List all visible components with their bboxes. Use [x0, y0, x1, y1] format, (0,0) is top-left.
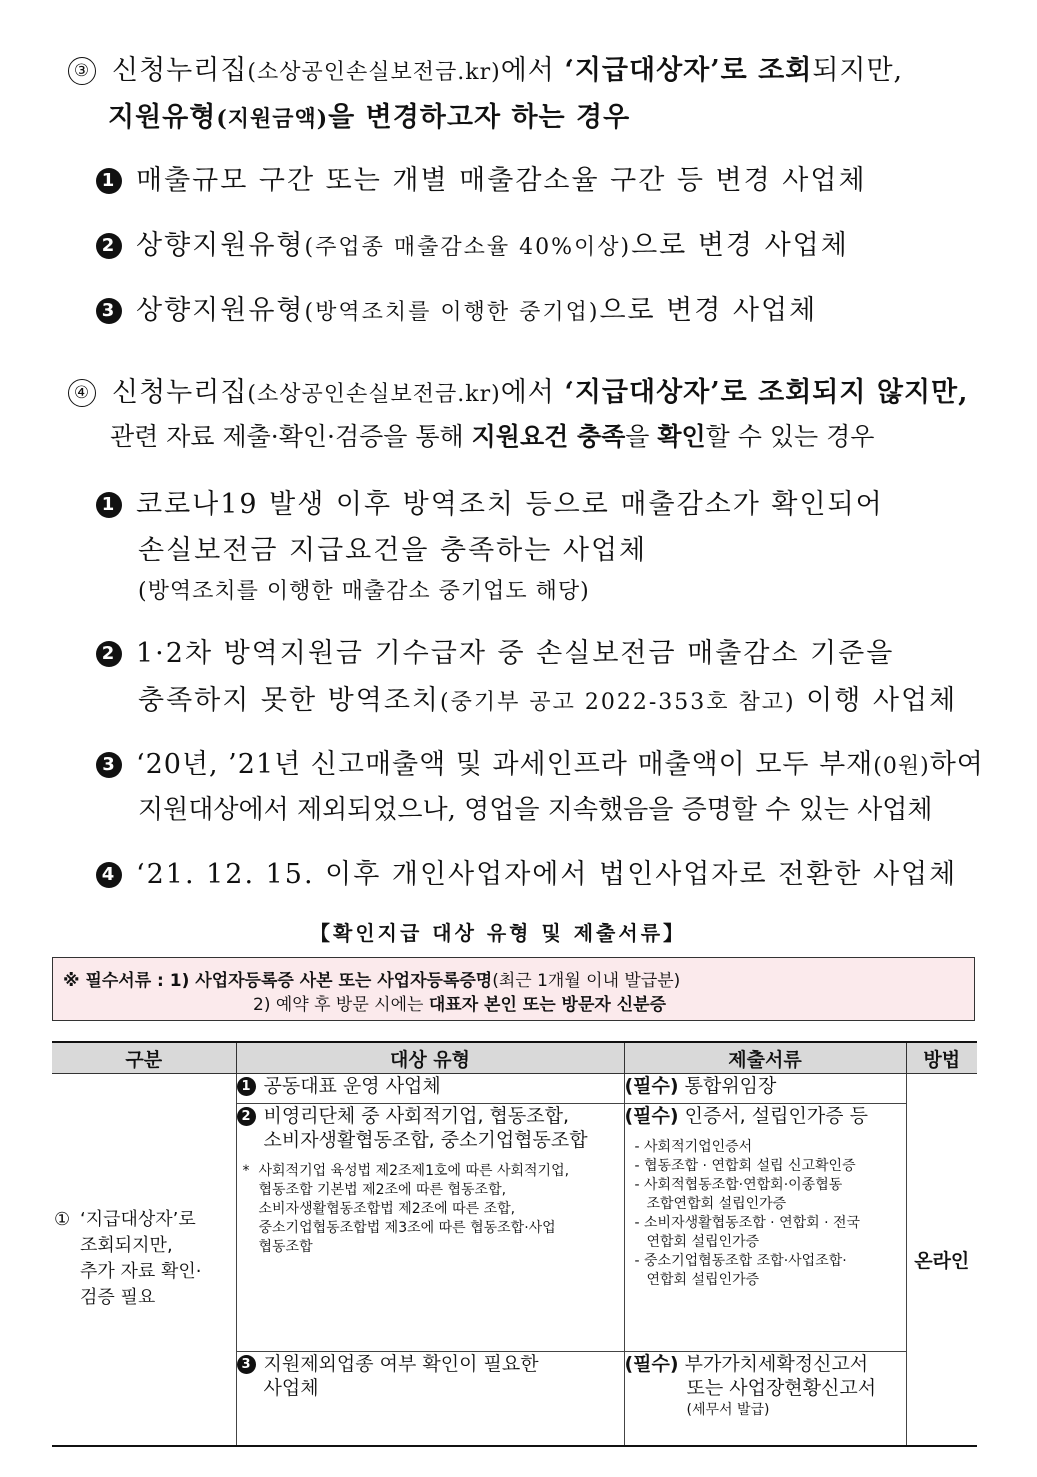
type-cell-2: 2 비영리단체 중 사회적기업, 협동조합, 소비자생활협동조합, 중소기업협동조합 * 사회적기업 육성법 제2조제1호에 따른 사회적기업, 협동조합 기본법 제2조에 따른 협동조합, 소비자생활협동조합법 제2조에 따른 조합, 중소기업협동조합법 제3조에 따른 협동조합·사업 협동조합	[236, 1104, 624, 1352]
section3-item-1: 1 매출규모 구간 또는 개별 매출감소율 구간 등 변경 사업체	[96, 158, 867, 197]
eligibility-table	[52, 1041, 977, 1447]
section4-item-2-line2: 충족하지 못한 방역조치(중기부 공고 2022-353호 참고) 이행 사업체	[138, 685, 958, 716]
section4-item-2: 2 1·2차 방역지원금 기수급자 중 손실보전금 매출감소 기준을	[96, 631, 894, 670]
list-item: - 협동조합 · 연합회 설립 신고확인증	[634, 1158, 856, 1174]
doc-cell-1: (필수) 통합위임장	[624, 1074, 906, 1104]
required-documents-notice	[52, 957, 975, 1021]
header-type: 대상 유형	[236, 1042, 624, 1074]
bullet-2-icon: 2	[96, 233, 122, 259]
bullet-3-icon: 3	[237, 1355, 256, 1374]
type-cell-1: 1 공동대표 운영 사업체	[236, 1074, 624, 1104]
header-documents: 제출서류	[624, 1042, 906, 1074]
doc-list: - 사회적기업인증서 - 협동조합 · 연합회 설립 신고확인증 - 사회적협동조합·연합회·이종협동 조합연합회 설립인가증 - 소비자생활협동조합 · 연합회 · 전국 연합회 설립인가증 - 중소기업협동조합 조합·사업조합· 연합회 설립인가증	[625, 1138, 906, 1290]
section4-item-1: 1 코로나19 발생 이후 방역조치 등으로 매출감소가 확인되어	[96, 482, 884, 521]
header-method: 방법	[906, 1042, 977, 1074]
section3-item-2: 2 상향지원유형(주업종 매출감소율 40%이상)으로 변경 사업체	[96, 223, 849, 262]
bullet-1-icon: 1	[96, 168, 122, 194]
section3-item-3: 3 상향지원유형(방역조치를 이행한 중기업)으로 변경 사업체	[96, 288, 817, 327]
bullet-2-icon: 2	[237, 1107, 256, 1126]
bullet-3-icon: 3	[96, 298, 122, 324]
list-item: - 소비자생활협동조합 · 연합회 · 전국	[634, 1215, 861, 1231]
category-cell: ① ‘지급대상자’로 조회되지만, 추가 자료 확인· 검증 필요	[52, 1074, 236, 1446]
bullet-1-icon: 1	[237, 1077, 256, 1096]
list-item: - 사회적협동조합·연합회·이종협동	[634, 1177, 843, 1193]
bullet-3-icon: 3	[96, 752, 122, 778]
table-header-row	[52, 1042, 977, 1074]
section4-item-4: 4 ‘21. 12. 15. 이후 개인사업자에서 법인사업자로 전환한 사업체	[96, 852, 957, 891]
section3-heading-line1: ③ 신청누리집(소상공인손실보전금.kr)에서 ‘지급대상자’로 조회되지만,	[68, 48, 903, 87]
section4-item-3-line2: 지원대상에서 제외되었으나, 영업을 지속했음을 증명할 수 있는 사업체	[138, 795, 933, 825]
bullet-2-icon: 2	[96, 641, 122, 667]
doc-cell-2: (필수) 인증서, 설립인가증 등 - 사회적기업인증서 - 협동조합 · 연합회 설립 신고확인증 - 사회적협동조합·연합회·이종협동 조합연합회 설립인가증 - 소비자생활협동조합 · 연합회 · 전국 연합회 설립인가증 - 중소기업협동조합 조합·사업조합· 연합회 설립인가증	[624, 1104, 906, 1352]
notice-line-1: ※ 필수서류 : 1) 사업자등록증 사본 또는 사업자등록증명(최근 1개월 이내 발급분)	[63, 971, 681, 991]
type-note: * 사회적기업 육성법 제2조제1호에 따른 사회적기업, 협동조합 기본법 제2조에 따른 협동조합, 소비자생활협동조합법 제2조에 따른 조합, 중소기업협동조합법 제3조에 따른 협동조합·사업 협동조합	[242, 1163, 570, 1255]
bullet-4-icon: 4	[96, 862, 122, 888]
section4-number: ④	[68, 379, 96, 407]
section3-number: ③	[68, 57, 96, 85]
section4-item-1-line3: (방역조치를 이행한 매출감소 중기업도 해당)	[138, 579, 590, 604]
section4-heading-line2: 관련 자료 제출·확인·검증을 통해 지원요건 충족을 확인할 수 있는 경우	[110, 422, 875, 451]
bullet-1-icon: 1	[96, 492, 122, 518]
section4-item-1-line2: 손실보전금 지급요건을 충족하는 사업체	[138, 535, 648, 566]
table-row	[52, 1074, 977, 1104]
category-number: ①	[54, 1209, 71, 1231]
notice-line-2: 2) 예약 후 방문 시에는 대표자 본인 또는 방문자 신분증	[253, 995, 667, 1015]
method-cell: 온라인	[906, 1074, 977, 1446]
header-category: 구분	[52, 1042, 236, 1074]
doc-cell-3: (필수) 부가가치세확정신고서 또는 사업장현황신고서 (세무서 발급)	[624, 1352, 906, 1446]
list-item: - 중소기업협동조합 조합·사업조합·	[634, 1253, 847, 1269]
type-cell-3: 3 지원제외업종 여부 확인이 필요한 사업체	[236, 1352, 624, 1446]
table-caption: 【확인지급 대상 유형 및 제출서류】	[310, 921, 687, 945]
section3-heading-line2: 지원유형(지원금액)을 변경하고자 하는 경우	[108, 102, 631, 133]
section4-item-3: 3 ‘20년, ’21년 신고매출액 및 과세인프라 매출액이 모두 부재(0원)하여	[96, 742, 984, 781]
section4-heading-line1: ④ 신청누리집(소상공인손실보전금.kr)에서 ‘지급대상자’로 조회되지 않지만,	[68, 370, 969, 409]
list-item: - 사회적기업인증서	[634, 1139, 753, 1155]
